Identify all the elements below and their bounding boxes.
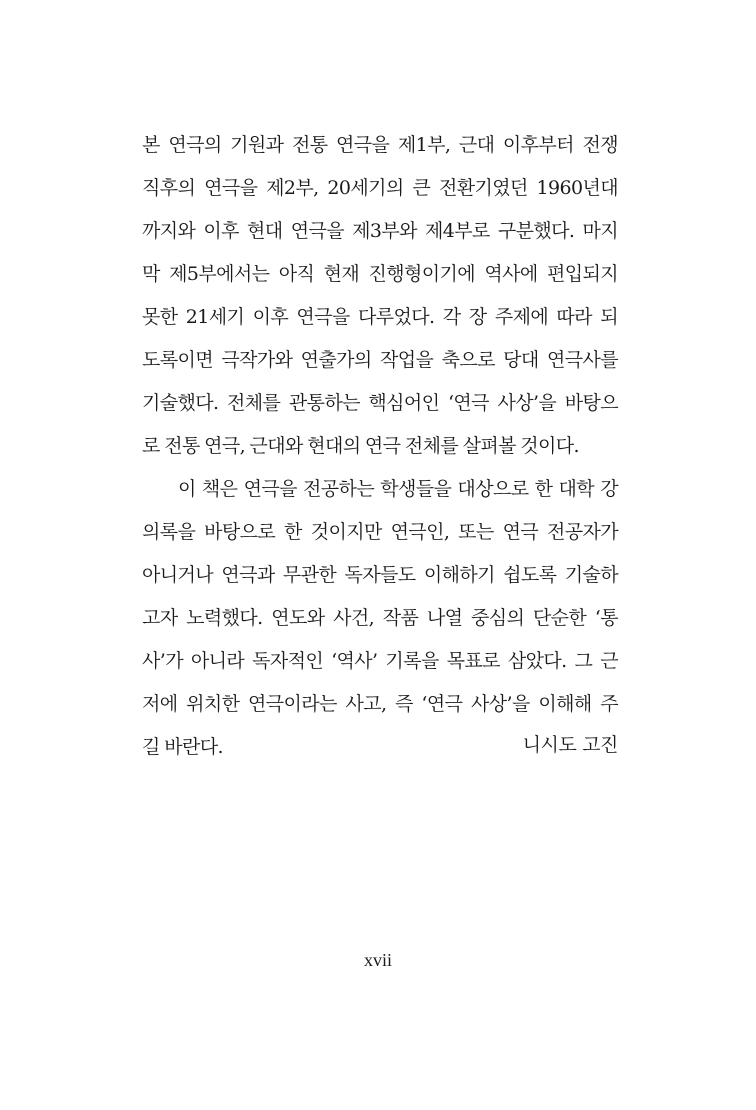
text-line: 고자 노력했다. 연도와 사건, 작품 나열 중심의 단순한 ‘통 <box>142 607 618 629</box>
text-line: 본 연극의 기원과 전통 연극을 제1부, 근대 이후부터 전쟁 <box>142 134 618 156</box>
text-line: 사’가 아니라 독자적인 ‘역사’ 기록을 목표로 삼았다. 그 근 <box>142 650 618 672</box>
text-line: 직후의 연극을 제2부, 20세기의 큰 전환기였던 1960년대 <box>142 177 618 199</box>
text-line: 로 전통 연극, 근대와 현대의 연극 전체를 살펴볼 것이다. <box>142 435 579 457</box>
body-text <box>142 124 618 769</box>
page-number: xvii <box>363 950 392 970</box>
text-line: 못한 21세기 이후 연극을 다루었다. 각 장 주제에 따라 되 <box>142 306 618 328</box>
text-line: 아니거나 연극과 무관한 독자들도 이해하기 쉽도록 기술하 <box>142 564 618 586</box>
text-line: 도록이면 극작가와 연출가의 작업을 축으로 당대 연극사를 <box>142 349 618 371</box>
text-line: 기술했다. 전체를 관통하는 핵심어인 ‘연극 사상’을 바탕으 <box>142 392 618 414</box>
text-line: 막 제5부에서는 아직 현재 진행형이기에 역사에 편입되지 <box>142 263 618 285</box>
text-line: 의록을 바탕으로 한 것이지만 연극인, 또는 연극 전공자가 <box>142 521 618 543</box>
paragraph-1 <box>142 124 618 468</box>
author-signature: 니시도 고진 <box>522 734 618 756</box>
text-line: 길 바란다. <box>142 736 223 758</box>
text-line: 저에 위치한 연극이라는 사고, 즉 ‘연극 사상’을 이해해 주 <box>142 693 618 715</box>
text-line: 이 책은 연극을 전공하는 학생들을 대상으로 한 대학 강 <box>178 478 618 500</box>
text-line: 까지와 이후 현대 연극을 제3부와 제4부로 구분했다. 마지 <box>142 220 618 242</box>
